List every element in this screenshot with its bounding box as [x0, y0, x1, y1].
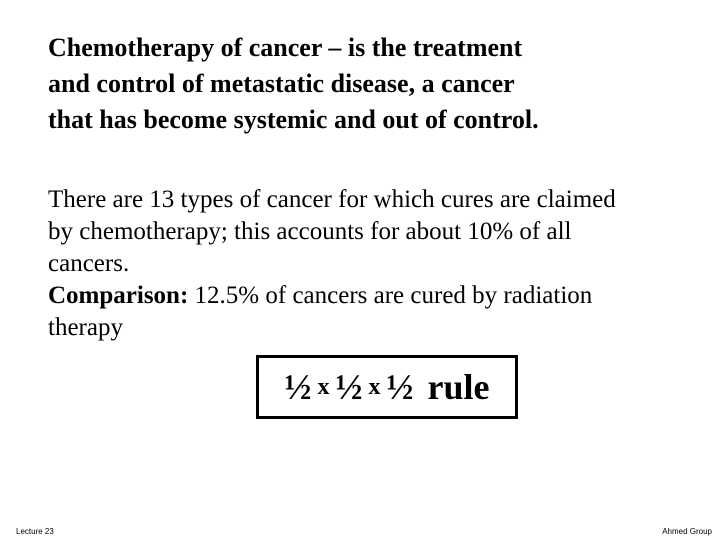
title-line-3: that has become systemic and out of control. — [48, 105, 539, 134]
half-symbol-3: ½ — [386, 367, 414, 407]
times-symbol-2: x — [368, 373, 381, 400]
half-symbol-1: ½ — [284, 367, 312, 407]
footer-lecture: Lecture 23 — [16, 527, 54, 536]
half-rule-box — [256, 355, 518, 419]
comparison-line-2: therapy — [48, 314, 123, 341]
half-symbol-2: ½ — [335, 367, 363, 407]
title-line-2: and control of metastatic disease, a cancer — [48, 69, 515, 98]
slide-title — [48, 30, 698, 138]
comparison-text: 12.5% of cancers are cured by radiation — [188, 282, 593, 309]
rule-word: rule — [427, 367, 490, 407]
footer-author: Ahmed Group — [662, 527, 712, 536]
times-symbol-1: x — [317, 373, 330, 400]
comparison-label: Comparison: — [48, 282, 189, 309]
body-line-3: cancers. — [48, 250, 130, 277]
slide-body — [48, 184, 708, 344]
body-line-2: by chemotherapy; this accounts for about 10% of all — [48, 218, 572, 245]
comparison-line — [48, 280, 708, 312]
body-line-1: There are 13 types of cancer for which cures are claimed — [48, 186, 616, 213]
title-line-1: Chemotherapy of cancer – is the treatment — [48, 33, 523, 62]
